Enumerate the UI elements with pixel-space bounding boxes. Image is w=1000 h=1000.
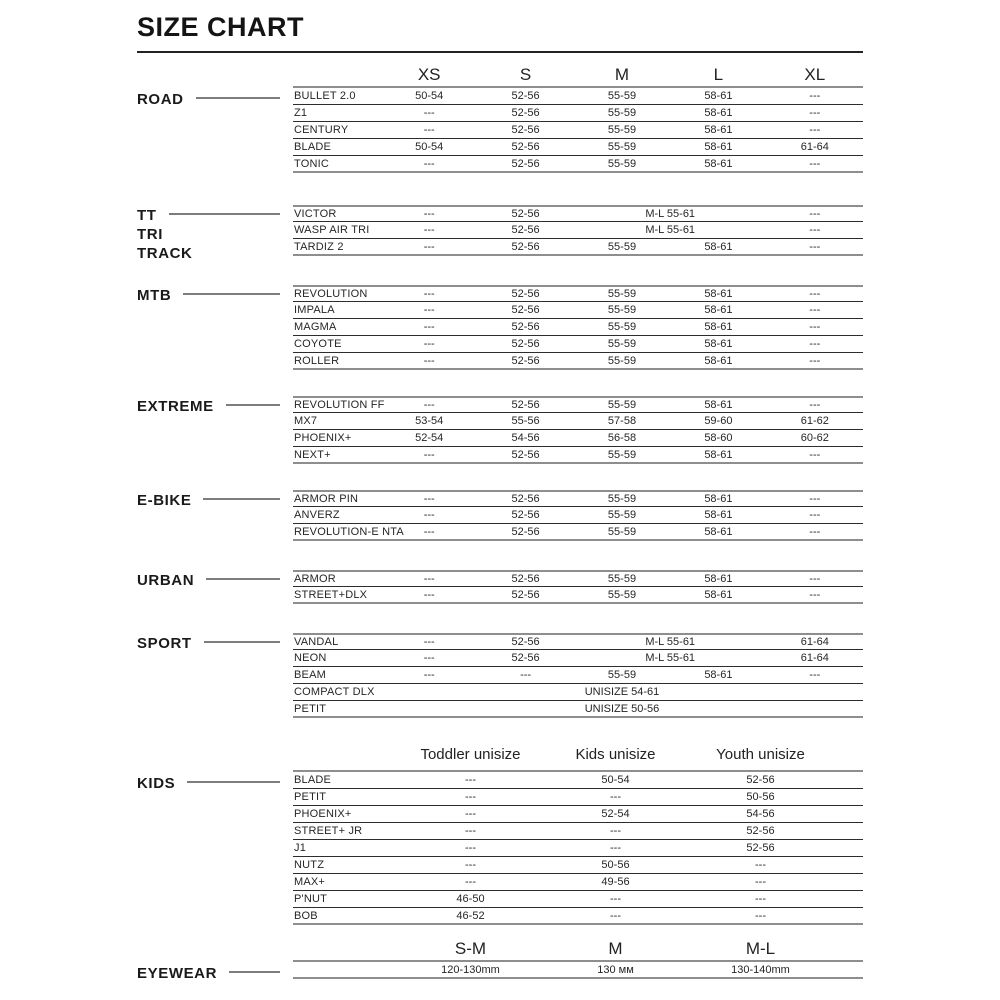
column-header: Toddler unisize — [420, 745, 521, 763]
size-value: 55-59 — [607, 338, 637, 350]
section-label-kids — [137, 774, 293, 793]
size-value: 55-59 — [607, 354, 637, 367]
size-value: --- — [755, 909, 766, 922]
model-name: BEAM — [294, 669, 326, 681]
column-header-row — [293, 64, 863, 88]
size-value: --- — [423, 304, 435, 316]
size-value: M-L 55-61 — [645, 652, 696, 664]
size-value: --- — [809, 493, 821, 505]
size-value: --- — [465, 791, 476, 803]
model-name: ARMOR — [294, 573, 336, 585]
size-value: 55-59 — [607, 288, 637, 300]
size-value: --- — [423, 288, 435, 300]
size-value: 49-56 — [601, 876, 630, 888]
size-value: 52-56 — [511, 288, 540, 300]
size-value: --- — [465, 842, 476, 854]
size-value: 61-64 — [800, 141, 829, 153]
size-value: --- — [423, 157, 435, 170]
model-name: Z1 — [294, 107, 308, 119]
size-value: 52-56 — [511, 652, 540, 664]
size-value: 52-56 — [511, 525, 540, 538]
size-value: 55-59 — [607, 141, 637, 153]
section-table-kids — [293, 738, 863, 925]
table-row — [293, 239, 863, 256]
section-label-line — [137, 90, 280, 109]
size-value: 58-61 — [704, 354, 733, 367]
section-table-mtb — [293, 285, 863, 370]
table-row — [293, 650, 863, 667]
size-value: 50-56 — [746, 791, 775, 803]
size-value: 52-56 — [511, 208, 540, 220]
size-value: --- — [809, 107, 821, 119]
model-name: PHOENIX+ — [294, 432, 352, 444]
size-value: UNISIZE 54-61 — [584, 686, 660, 698]
size-value: 58-61 — [704, 107, 733, 119]
size-value: 58-61 — [704, 240, 733, 253]
size-value: --- — [610, 893, 621, 905]
model-name: VICTOR — [294, 208, 337, 220]
size-value: 52-56 — [511, 157, 540, 170]
size-value: 58-61 — [704, 525, 733, 538]
table-row — [293, 772, 863, 789]
size-value: 52-56 — [511, 240, 540, 253]
size-value: --- — [423, 573, 435, 585]
label-rule-line — [187, 781, 280, 783]
size-value: 52-56 — [511, 107, 540, 119]
section-label-mtb — [137, 286, 293, 305]
model-name: VANDAL — [294, 636, 339, 648]
section-label-text: E-BIKE — [137, 492, 192, 509]
section-label-tt-tri-track — [137, 206, 293, 263]
size-value: 58-60 — [704, 432, 733, 444]
table-row — [293, 336, 863, 353]
table-row — [293, 490, 863, 507]
section-label-text: SPORT — [137, 635, 192, 652]
model-name: TONIC — [294, 157, 330, 170]
section-label-extreme — [137, 397, 293, 416]
page-title: SIZE CHART — [137, 12, 304, 42]
size-value: 130 мм — [597, 963, 634, 976]
size-value: 50-54 — [415, 141, 444, 153]
size-value: 50-56 — [601, 859, 630, 871]
size-value: 52-56 — [511, 399, 540, 411]
table-row — [293, 874, 863, 891]
section-table-eyewear — [293, 938, 863, 979]
size-value: 59-60 — [704, 415, 733, 427]
model-name: J1 — [294, 842, 307, 854]
size-value: 52-56 — [511, 124, 540, 136]
size-value: 55-59 — [607, 304, 637, 316]
column-header: S-M — [454, 939, 487, 958]
table-row — [293, 891, 863, 908]
size-value: 55-59 — [607, 493, 637, 505]
size-value: --- — [423, 338, 435, 350]
size-value: --- — [809, 573, 821, 585]
size-value: 55-59 — [607, 669, 637, 681]
section-label-sport — [137, 634, 293, 653]
size-value: --- — [423, 124, 435, 136]
size-value: --- — [423, 493, 435, 505]
size-value: --- — [465, 876, 476, 888]
model-name: BLADE — [294, 774, 332, 786]
size-value: 58-61 — [704, 448, 733, 461]
size-value: 52-56 — [511, 636, 540, 648]
section-label-text: EXTREME — [137, 398, 214, 415]
size-value: 55-59 — [607, 399, 637, 411]
size-value: UNISIZE 50-56 — [584, 702, 660, 715]
size-value: 52-56 — [511, 588, 540, 601]
size-value: --- — [423, 525, 435, 538]
size-value: 52-56 — [511, 354, 540, 367]
size-value: 58-61 — [704, 493, 733, 505]
size-value: 58-61 — [704, 669, 733, 681]
section-label-text: EYEWEAR — [137, 965, 218, 982]
size-value: 58-61 — [704, 288, 733, 300]
size-value: 60-62 — [800, 432, 829, 444]
model-name: BULLET 2.0 — [294, 90, 356, 102]
label-rule-line — [203, 498, 280, 500]
model-name: P'NUT — [294, 893, 328, 905]
section-label-line — [137, 634, 280, 653]
size-value: --- — [809, 399, 821, 411]
section-label-text: ROAD — [137, 91, 184, 108]
size-value: --- — [809, 354, 821, 367]
section-label-line — [137, 397, 280, 416]
column-header-row — [293, 738, 863, 772]
size-value: --- — [809, 669, 821, 681]
model-name: PHOENIX+ — [294, 808, 352, 820]
size-value: 58-61 — [704, 304, 733, 316]
size-value: --- — [809, 157, 821, 170]
table-row — [293, 205, 863, 222]
section-table-e-bike — [293, 490, 863, 541]
section-label-text: TRACK — [137, 245, 193, 262]
size-value: 52-56 — [511, 573, 540, 585]
size-value: M-L 55-61 — [645, 224, 696, 236]
size-value: 52-54 — [601, 808, 630, 820]
size-value: --- — [423, 399, 435, 411]
model-name: COYOTE — [294, 338, 342, 350]
table-row — [293, 962, 863, 979]
label-rule-line — [204, 641, 280, 643]
section-table-extreme — [293, 396, 863, 464]
size-value: --- — [809, 288, 821, 300]
size-value: --- — [423, 240, 435, 253]
size-value: 55-59 — [607, 525, 637, 538]
label-rule-line — [226, 404, 280, 406]
table-row — [293, 507, 863, 524]
column-header-row — [293, 938, 863, 962]
table-row — [293, 908, 863, 925]
model-name: REVOLUTION — [294, 288, 368, 300]
size-value: 52-54 — [415, 432, 444, 444]
section-label-line — [137, 286, 280, 305]
size-value: --- — [809, 321, 821, 333]
title-divider — [137, 51, 863, 53]
size-value: --- — [423, 509, 435, 521]
size-value: --- — [809, 509, 821, 521]
table-row — [293, 570, 863, 587]
column-header: M-L — [745, 939, 776, 958]
section-label-line — [137, 571, 280, 590]
section-table-road — [293, 64, 863, 173]
table-row — [293, 156, 863, 173]
size-value: 55-59 — [607, 157, 637, 170]
size-value: 58-61 — [704, 509, 733, 521]
size-value: 50-54 — [601, 774, 630, 786]
table-row — [293, 524, 863, 541]
size-value: --- — [809, 588, 821, 601]
table-row — [293, 222, 863, 239]
column-header: M — [614, 65, 630, 84]
size-value: --- — [465, 825, 476, 837]
table-row — [293, 806, 863, 823]
size-value: --- — [610, 825, 621, 837]
column-header: M — [608, 939, 623, 958]
size-value: --- — [755, 876, 766, 888]
table-row — [293, 353, 863, 370]
size-value: 52-56 — [511, 90, 540, 102]
size-value: --- — [423, 354, 435, 367]
section-label-text: KIDS — [137, 775, 176, 792]
column-header: XS — [417, 65, 441, 84]
size-value: 55-59 — [607, 588, 637, 601]
model-name: CENTURY — [294, 124, 349, 136]
size-value: 55-59 — [607, 107, 637, 119]
size-value: 52-56 — [511, 224, 540, 236]
size-value: 53-54 — [415, 415, 444, 427]
label-rule-line — [183, 293, 280, 295]
size-value: 52-56 — [511, 493, 540, 505]
table-row — [293, 122, 863, 139]
section-label-road — [137, 90, 293, 109]
table-row — [293, 447, 863, 464]
size-value: 52-56 — [511, 448, 540, 461]
model-name: MAX+ — [294, 876, 326, 888]
size-value: --- — [809, 208, 821, 220]
size-value: --- — [610, 791, 621, 803]
size-value: 58-61 — [704, 573, 733, 585]
size-value: --- — [809, 224, 821, 236]
table-row — [293, 701, 863, 718]
size-value: --- — [809, 90, 821, 102]
model-name: TARDIZ 2 — [294, 240, 344, 253]
size-value: --- — [423, 448, 435, 461]
model-name: ARMOR PIN — [294, 493, 359, 505]
size-value: 52-56 — [511, 338, 540, 350]
section-label-text: MTB — [137, 287, 172, 304]
size-value: 58-61 — [704, 321, 733, 333]
model-name: NUTZ — [294, 859, 325, 871]
table-row — [293, 633, 863, 650]
size-value: 120-130mm — [441, 963, 500, 976]
size-value: 58-61 — [704, 157, 733, 170]
table-row — [293, 430, 863, 447]
size-value: --- — [809, 124, 821, 136]
model-name: WASP AIR TRI — [294, 224, 370, 236]
size-value: 55-56 — [511, 415, 540, 427]
size-value: --- — [423, 669, 435, 681]
column-header: Youth unisize — [716, 745, 805, 763]
size-value: --- — [755, 859, 766, 871]
table-row — [293, 840, 863, 857]
table-row — [293, 302, 863, 319]
size-value: --- — [423, 652, 435, 664]
size-value: --- — [610, 909, 621, 922]
size-value: --- — [809, 525, 821, 538]
table-row — [293, 319, 863, 336]
size-value: --- — [755, 893, 766, 905]
size-value: 46-50 — [456, 893, 485, 905]
section-label-line — [137, 964, 280, 983]
table-row — [293, 684, 863, 701]
table-row — [293, 857, 863, 874]
size-value: 58-61 — [704, 141, 733, 153]
table-row — [293, 789, 863, 806]
table-row — [293, 105, 863, 122]
size-value: 54-56 — [746, 808, 775, 820]
size-value: --- — [423, 636, 435, 648]
size-value: 58-61 — [704, 90, 733, 102]
table-row — [293, 587, 863, 604]
section-label-text: TT — [137, 207, 157, 224]
column-header: XL — [804, 65, 826, 84]
column-header: L — [713, 65, 724, 84]
label-rule-line — [196, 97, 280, 99]
size-value: 52-56 — [746, 825, 775, 837]
section-label-text: TRI — [137, 226, 163, 243]
size-value: 52-56 — [746, 842, 775, 854]
model-name: BOB — [294, 909, 318, 922]
size-value: --- — [610, 842, 621, 854]
size-value: 52-56 — [511, 304, 540, 316]
size-value: 55-59 — [607, 240, 637, 253]
section-table-urban — [293, 570, 863, 604]
size-value: --- — [520, 669, 532, 681]
table-row — [293, 285, 863, 302]
table-row — [293, 413, 863, 430]
label-rule-line — [229, 971, 280, 973]
size-value: M-L 55-61 — [645, 636, 696, 648]
size-value: 55-59 — [607, 448, 637, 461]
table-row — [293, 667, 863, 684]
section-label-line — [137, 774, 280, 793]
section-table-tt-tri-track — [293, 205, 863, 256]
size-value: 55-59 — [607, 573, 637, 585]
size-value: 55-59 — [607, 509, 637, 521]
size-value: --- — [423, 107, 435, 119]
size-value: 54-56 — [511, 432, 540, 444]
model-name: MAGMA — [294, 321, 337, 333]
table-row — [293, 139, 863, 156]
size-value: --- — [809, 240, 821, 253]
size-value: 52-56 — [511, 141, 540, 153]
model-name: PETIT — [294, 791, 327, 803]
section-label-line — [137, 244, 280, 263]
section-label-eyewear — [137, 964, 293, 983]
size-value: 55-59 — [607, 90, 637, 102]
size-value: 58-61 — [704, 338, 733, 350]
label-rule-line — [206, 578, 280, 580]
column-header: S — [519, 65, 532, 84]
model-name: MX7 — [294, 415, 318, 427]
size-value: 61-64 — [800, 652, 829, 664]
size-value: 56-58 — [607, 432, 637, 444]
size-value: --- — [809, 338, 821, 350]
section-table-sport — [293, 633, 863, 718]
size-value: 130-140mm — [731, 963, 790, 976]
size-value: 61-62 — [800, 415, 829, 427]
size-value: 58-61 — [704, 124, 733, 136]
column-header: Kids unisize — [575, 745, 656, 763]
size-value: 58-61 — [704, 399, 733, 411]
model-name: STREET+DLX — [294, 588, 368, 601]
model-name: REVOLUTION FF — [294, 399, 385, 411]
size-value: --- — [423, 321, 435, 333]
section-label-e-bike — [137, 491, 293, 510]
size-value: 50-54 — [415, 90, 444, 102]
table-row — [293, 88, 863, 105]
model-name: BLADE — [294, 141, 332, 153]
table-row — [293, 823, 863, 840]
size-value: --- — [809, 448, 821, 461]
model-name: PETIT — [294, 702, 327, 715]
size-value: --- — [465, 859, 476, 871]
size-value: M-L 55-61 — [645, 208, 696, 220]
model-name: ROLLER — [294, 354, 340, 367]
section-label-line — [137, 491, 280, 510]
size-value: 52-56 — [511, 509, 540, 521]
size-value: 46-52 — [456, 909, 485, 922]
section-label-urban — [137, 571, 293, 590]
model-name: REVOLUTION-E NTA — [294, 525, 404, 538]
model-name: IMPALA — [294, 304, 335, 316]
size-value: 52-56 — [746, 774, 775, 786]
size-value: --- — [465, 774, 476, 786]
section-label-text: URBAN — [137, 572, 195, 589]
label-rule-line — [169, 213, 280, 215]
model-name: STREET+ JR — [294, 825, 363, 837]
model-name: COMPACT DLX — [294, 686, 375, 698]
size-value: --- — [423, 588, 435, 601]
size-value: 58-61 — [704, 588, 733, 601]
table-row — [293, 396, 863, 413]
size-value: 55-59 — [607, 321, 637, 333]
size-value: --- — [809, 304, 821, 316]
model-name: NEON — [294, 652, 327, 664]
size-value: --- — [423, 224, 435, 236]
section-label-line — [137, 225, 280, 244]
size-value: 61-64 — [800, 636, 829, 648]
model-name: ANVERZ — [294, 509, 340, 521]
size-value: --- — [465, 808, 476, 820]
size-value: 52-56 — [511, 321, 540, 333]
section-label-line — [137, 206, 280, 225]
model-name: NEXT+ — [294, 448, 331, 461]
size-value: --- — [423, 208, 435, 220]
size-value: 55-59 — [607, 124, 637, 136]
size-value: 57-58 — [607, 415, 637, 427]
